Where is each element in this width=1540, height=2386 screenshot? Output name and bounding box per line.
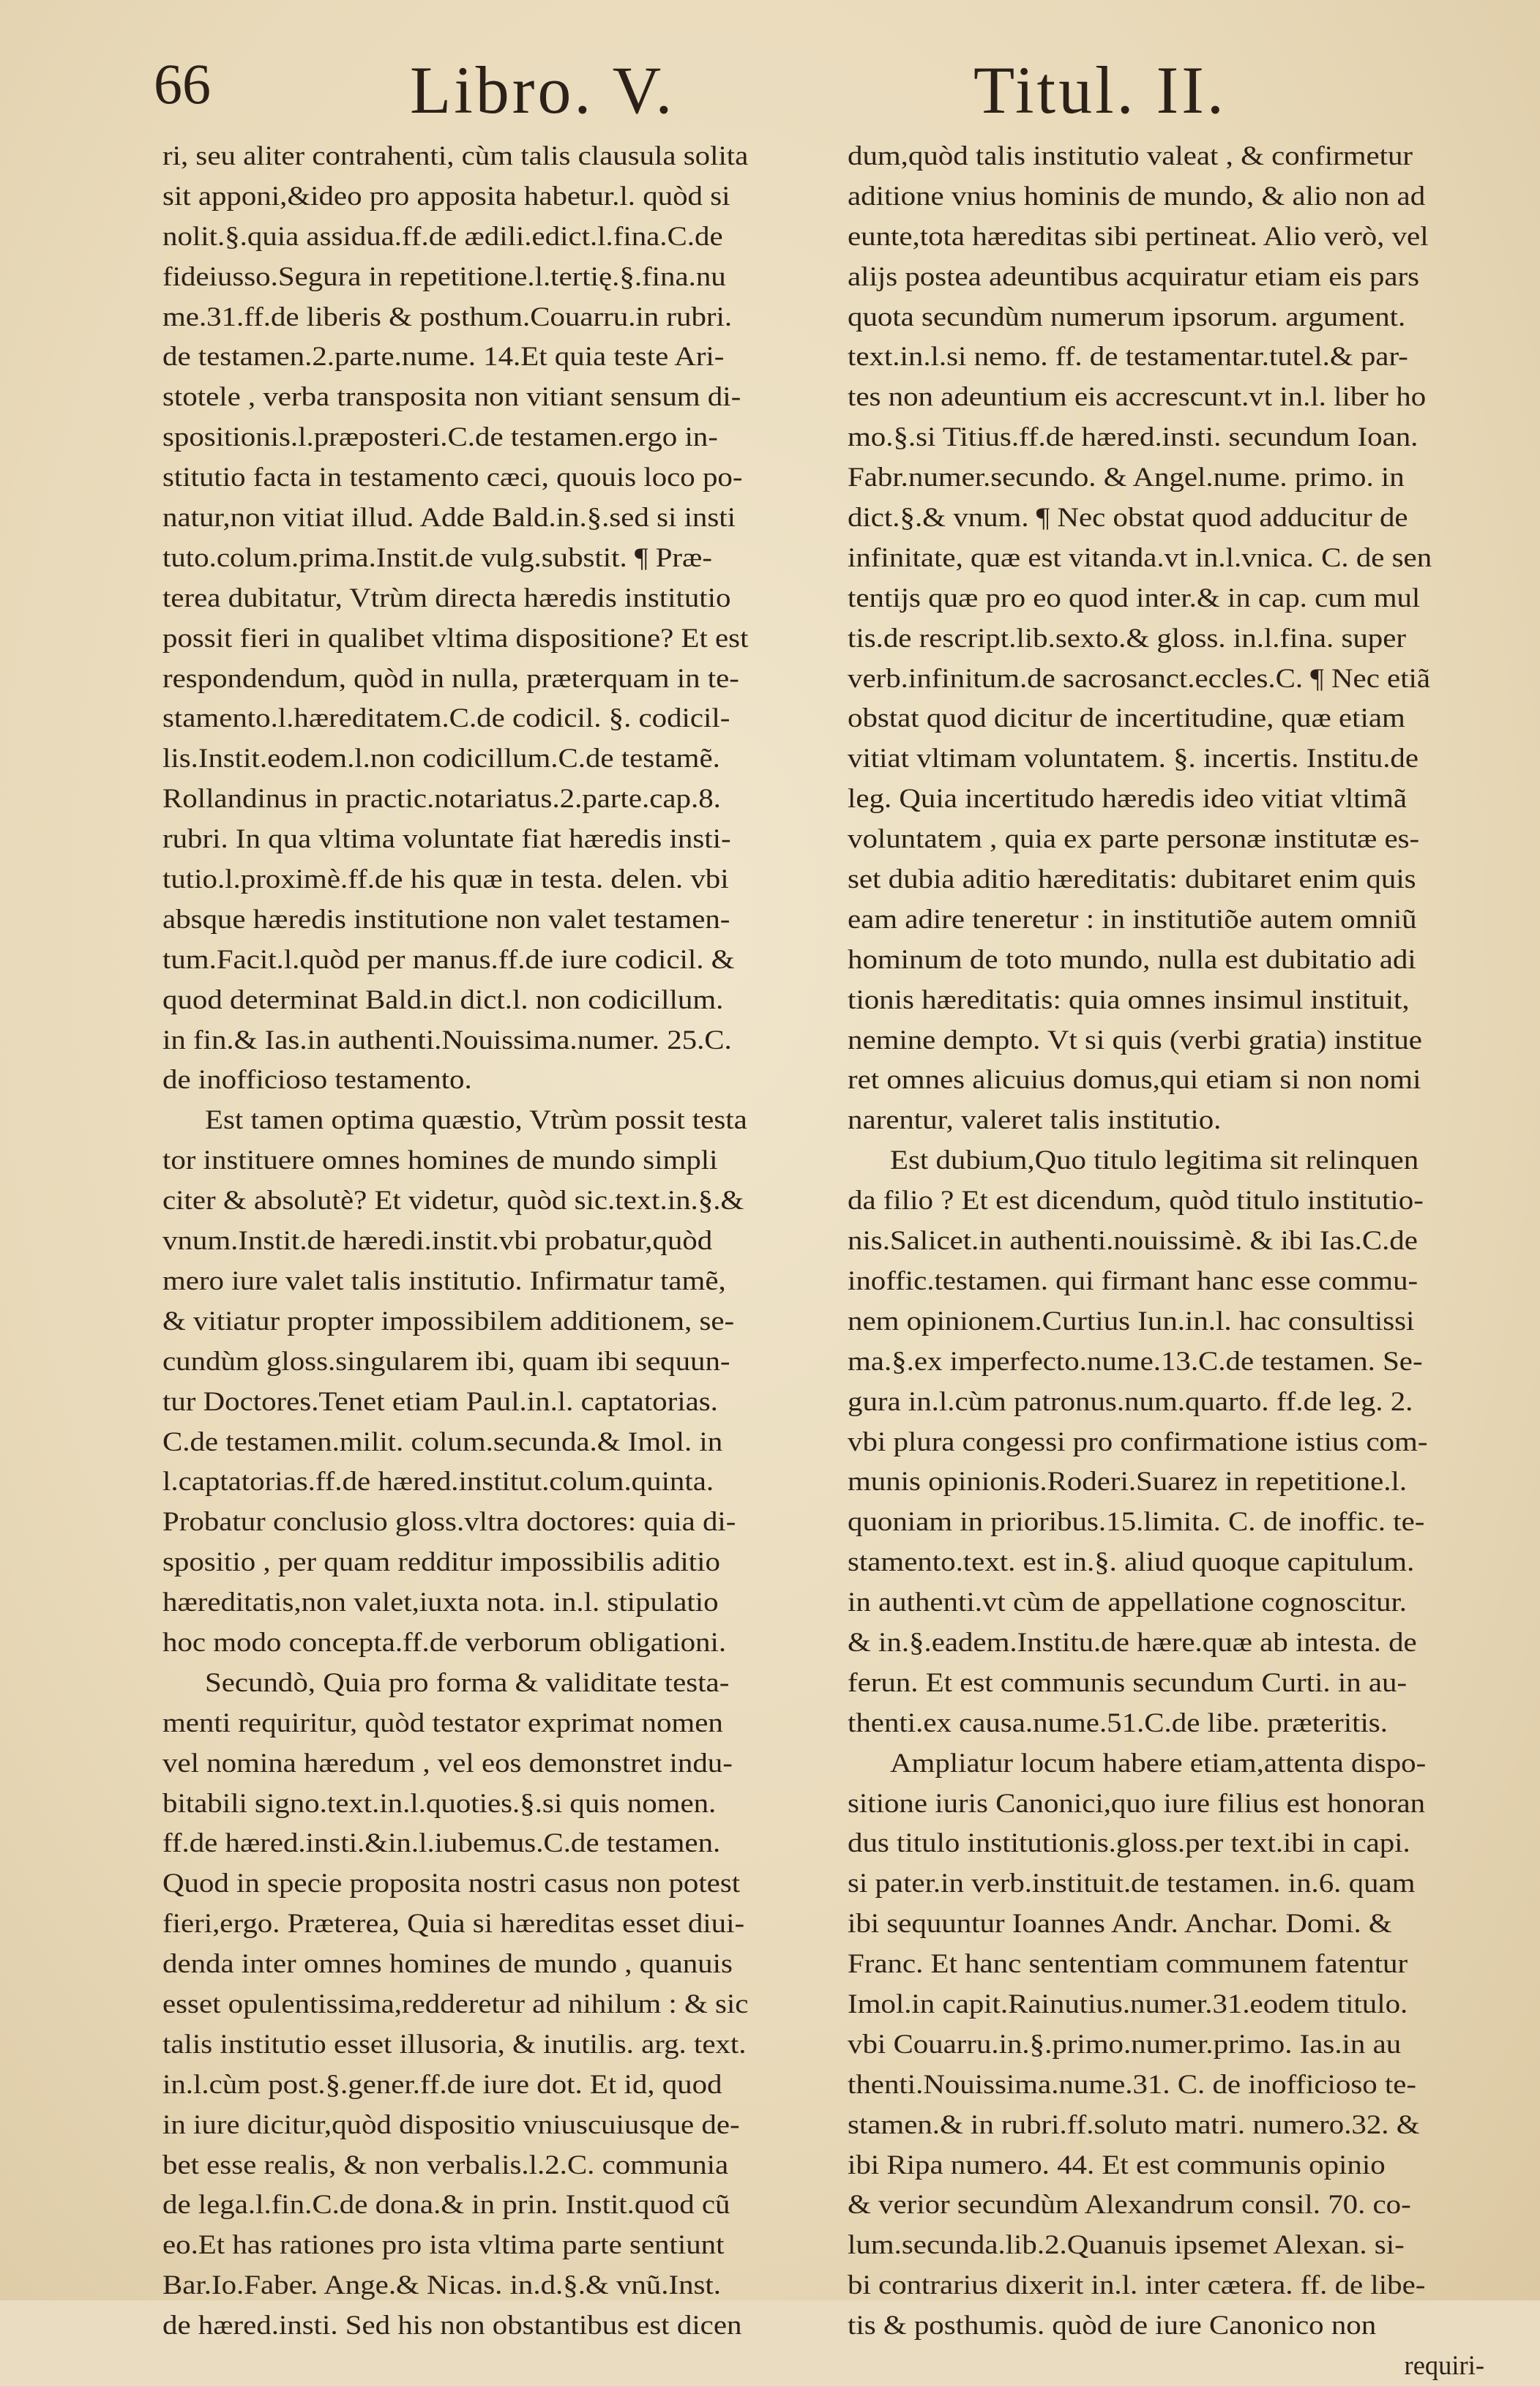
text-line: C.de testamen.milit. colum.secunda.& Imol. in — [162, 1426, 723, 1456]
text-line: in.l.cùm post.§.gener.ff.de iure dot. Et id, quod — [162, 2068, 722, 2099]
text-line: quota secundùm numerum ipsorum. argument. — [848, 301, 1406, 332]
text-line: Ampliatur locum habere etiam,attenta dispo- — [890, 1747, 1427, 1778]
text-line: eam adire teneretur : in institutiõe autem omniũ — [848, 903, 1417, 934]
text-line: bi contrarius dixerit in.l. inter cætera. ff. de libe- — [848, 2270, 1426, 2300]
text-line: stamento.text. est in.§. aliud quoque capitulum. — [848, 1547, 1415, 1577]
text-line: obstat quod dicitur de incertitudine, quæ etiam — [848, 703, 1405, 733]
text-line: leg. Quia incertitudo hæredis ideo vitiat vltimã — [848, 783, 1408, 814]
text-line: absque hæredis institutione non valet testamen- — [162, 903, 730, 934]
text-line: mo.§.si Titius.ff.de hæred.insti. secundum Ioan. — [848, 422, 1418, 452]
text-line: de hæred.insti. Sed his non obstantibus est dicen — [162, 2310, 742, 2341]
text-line: cundùm gloss.singularem ibi, quam ibi sequun- — [162, 1345, 730, 1376]
text-line: ibi sequuntur Ioannes Andr. Anchar. Domi. & — [848, 1908, 1392, 1939]
text-line: hominum de toto mundo, nulla est dubitatio adi — [848, 943, 1416, 974]
text-line: hæreditatis,non valet,iuxta nota. in.l. stipulatio — [162, 1587, 719, 1618]
text-line: dus titulo institutionis.gloss.per text.ibi in capi. — [848, 1828, 1410, 1858]
running-title: Libro. V. — [410, 53, 676, 127]
catchword: requiri- — [1404, 2349, 1484, 2380]
text-line: vnum.Instit.de hæredi.instit.vbi probatur,quòd — [162, 1225, 713, 1256]
text-line: tutio.l.proximè.ff.de his quæ in testa. delen. vbi — [162, 864, 729, 894]
text-line: & in.§.eadem.Institu.de hære.quæ ab intesta. de — [848, 1626, 1417, 1657]
text-line: & verior secundùm Alexandrum consil. 70. co- — [848, 2189, 1411, 2220]
text-line: tis & posthumis. quòd de iure Canonico non — [848, 2310, 1377, 2341]
text-line: de lega.l.fin.C.de dona.& in prin. Instit.quod cũ — [162, 2189, 730, 2220]
text-line: ferun. Et est communis secundum Curti. in au- — [848, 1667, 1408, 1697]
text-line: hoc modo concepta.ff.de verborum obligationi. — [162, 1626, 727, 1657]
text-line: vitiat vltimam voluntatem. §. incertis. Institu.de — [848, 743, 1419, 774]
text-line: tionis hæreditatis: quia omnes insimul instituit, — [848, 984, 1410, 1014]
text-line: vbi plura congessi pro confirmatione istius com- — [848, 1426, 1428, 1456]
text-line: da filio ? Et est dicendum, quòd titulo institutio- — [848, 1185, 1424, 1216]
text-line: thenti.Nouissima.nume.31. C. de inofficioso te- — [848, 2068, 1416, 2099]
text-line: eunte,tota hæreditas sibi pertineat. Alio verò, vel — [848, 220, 1429, 251]
text-line: lis.Instit.eodem.l.non codicillum.C.de testamẽ. — [162, 743, 720, 774]
text-line: nolit.§.quia assidua.ff.de ædili.edict.l.fina.C.de — [162, 220, 723, 251]
text-line: stotele , verba transposita non vitiant sensum di- — [162, 381, 741, 412]
text-line: dict.§.& vnum. ¶ Nec obstat quod adducitur de — [848, 502, 1408, 533]
section-title: Titul. II. — [973, 53, 1227, 127]
text-line: nemine dempto. Vt si quis (verbi gratia) institue — [848, 1024, 1422, 1055]
text-line: rubri. In qua vltima voluntate fiat hæredis insti- — [162, 823, 731, 854]
text-line: stamen.& in rubri.ff.soluto matri. numero.32. & — [848, 2109, 1420, 2139]
text-line: tentijs quæ pro eo quod inter.& in cap. cum mul — [848, 582, 1421, 613]
text-line: voluntatem , quia ex parte personæ institutæ es- — [848, 823, 1420, 854]
text-line: aditione vnius hominis de mundo, & alio non ad — [848, 180, 1426, 211]
text-line: de inofficioso testamento. — [162, 1064, 472, 1095]
text-line: tis.de rescript.lib.sexto.& gloss. in.l.fina. super — [848, 622, 1406, 653]
text-line: tes non adeuntium eis accrescunt.vt in.l. liber ho — [848, 381, 1427, 412]
text-line: stamento.l.hæreditatem.C.de codicil. §. codicil- — [162, 703, 730, 733]
text-line: tuto.colum.prima.Instit.de vulg.substit. ¶ Præ- — [162, 542, 712, 572]
text-line: mero iure valet talis institutio. Infirmatur tamẽ, — [162, 1265, 726, 1295]
text-line: esset opulentissima,redderetur ad nihilum : & sic — [162, 1988, 749, 2019]
text-line: Est dubium,Quo titulo legitima sit relinquen — [890, 1145, 1419, 1175]
text-line: citer & absolutè? Et videtur, quòd sic.text.in.§.& — [162, 1185, 744, 1216]
text-line: de testamen.2.parte.nume. 14.Et quia teste Ari- — [162, 341, 725, 372]
text-line: inoffic.testamen. qui firmant hanc esse commu- — [848, 1265, 1418, 1295]
text-line: possit fieri in qualibet vltima dispositione? Et est — [162, 622, 749, 653]
text-line: in authenti.vt cùm de appellatione cognoscitur. — [848, 1587, 1408, 1618]
text-line: si pater.in verb.instituit.de testamen. in.6. quam — [848, 1868, 1416, 1899]
text-line: dum,quòd talis institutio valeat , & confirmetur — [848, 141, 1413, 171]
text-line: me.31.ff.de liberis & posthum.Couarru.in rubri. — [162, 301, 733, 332]
text-line: l.captatorias.ff.de hæred.institut.colum.quinta. — [162, 1466, 714, 1497]
page-header — [154, 51, 1391, 132]
text-line: talis institutio esset illusoria, & inutilis. arg. text. — [162, 2028, 747, 2059]
text-line: Est tamen optima quæstio, Vtrùm possit testa — [205, 1104, 747, 1135]
text-line: denda inter omnes homines de mundo , quanuis — [162, 1948, 733, 1979]
text-line: tur Doctores.Tenet etiam Paul.in.l. captatorias. — [162, 1385, 718, 1416]
text-line: Quod in specie proposita nostri casus non potest — [162, 1868, 741, 1899]
text-line: munis opinionis.Roderi.Suarez in repetitione.l. — [848, 1466, 1408, 1497]
text-line: text.in.l.si nemo. ff. de testamentar.tutel.& par- — [848, 341, 1408, 372]
text-line: sit apponi,&ideo pro apposita habetur.l. quòd si — [162, 180, 730, 211]
text-line: stitutio facta in testamento cæci, quouis loco po- — [162, 462, 743, 493]
text-line: fieri,ergo. Præterea, Quia si hæreditas esset diui- — [162, 1908, 745, 1939]
text-line: menti requiritur, quòd testator exprimat nomen — [162, 1707, 723, 1738]
text-line: ma.§.ex imperfecto.nume.13.C.de testamen. Se- — [848, 1345, 1423, 1376]
text-line: set dubia aditio hæreditatis: dubitaret enim quis — [848, 864, 1416, 894]
text-line: Secundò, Quia pro forma & validitate testa- — [205, 1667, 730, 1697]
text-line: narentur, valeret talis institutio. — [848, 1104, 1222, 1135]
folio-number: 66 — [154, 52, 211, 116]
text-line: Probatur conclusio gloss.vltra doctores: quia di- — [162, 1506, 736, 1537]
text-line: natur,non vitiat illud. Adde Bald.in.§.sed si insti — [162, 502, 736, 533]
text-line: terea dubitatur, Vtrùm directa hæredis institutio — [162, 582, 731, 613]
text-line: spositio , per quam redditur impossibilis aditio — [162, 1547, 720, 1577]
text-line: quoniam in prioribus.15.limita. C. de inoffic. te- — [848, 1506, 1425, 1537]
text-line: Fabr.numer.secundo. & Angel.nume. primo. in — [848, 462, 1405, 493]
text-line: bitabili signo.text.in.l.quoties.§.si quis nomen. — [162, 1787, 717, 1818]
text-line: lum.secunda.lib.2.Quanuis ipsemet Alexan. si- — [848, 2229, 1405, 2260]
text-line: Imol.in capit.Rainutius.numer.31.eodem titulo. — [848, 1988, 1408, 2019]
text-line: quod determinat Bald.in dict.l. non codicillum. — [162, 984, 724, 1014]
text-line: in fin.& Ias.in authenti.Nouissima.numer. 25.C. — [162, 1024, 732, 1055]
text-line: eo.Et has rationes pro ista vltima parte sentiunt — [162, 2229, 725, 2260]
text-line: & vitiatur propter impossibilem additionem, se- — [162, 1305, 735, 1336]
text-line: ibi Ripa numero. 44. Et est communis opinio — [848, 2149, 1386, 2180]
text-line: vel nomina hæredum , vel eos demonstret indu- — [162, 1747, 733, 1778]
text-line: respondendum, quòd in nulla, præterquam in te- — [162, 662, 739, 693]
text-line: nis.Salicet.in authenti.nouissimè. & ibi Ias.C.de — [848, 1225, 1418, 1256]
text-line: infinitate, quæ est vitanda.vt in.l.vnica. C. de sen — [848, 542, 1432, 572]
text-line: ret omnes alicuius domus,qui etiam si non nomi — [848, 1064, 1421, 1095]
right-text-column — [848, 136, 1484, 2386]
text-line: Franc. Et hanc sententiam communem fatentur — [848, 1948, 1408, 1979]
text-line: spositionis.l.præposteri.C.de testamen.ergo in- — [162, 422, 718, 452]
text-line: vbi Couarru.in.§.primo.numer.primo. Ias.in au — [848, 2028, 1402, 2059]
text-line: bet esse realis, & non verbalis.l.2.C. communia — [162, 2149, 729, 2180]
text-line: nem opinionem.Curtius Iun.in.l. hac consultissi — [848, 1305, 1415, 1336]
text-line: tor instituere omnes homines de mundo simpli — [162, 1145, 718, 1175]
text-line: tum.Facit.l.quòd per manus.ff.de iure codicil. & — [162, 943, 735, 974]
text-line: verb.infinitum.de sacrosanct.eccles.C. ¶ Nec etiã — [848, 662, 1431, 693]
text-line: thenti.ex causa.nume.51.C.de libe. præteritis. — [848, 1707, 1388, 1738]
text-line: alijs postea adeuntibus acquiratur etiam eis pars — [848, 261, 1420, 291]
text-line: ri, seu aliter contrahenti, cùm talis clausula solita — [162, 141, 749, 171]
text-line: gura in.l.cùm patronus.num.quarto. ff.de leg. 2. — [848, 1385, 1413, 1416]
text-line: fideiusso.Segura in repetitione.l.tertię.§.fina.nu — [162, 261, 726, 291]
left-text-column — [162, 136, 799, 2346]
text-line: Rollandinus in practic.notariatus.2.parte.cap.8. — [162, 783, 721, 814]
text-line: ff.de hæred.insti.&in.l.iubemus.C.de testamen. — [162, 1828, 721, 1858]
text-line: Bar.Io.Faber. Ange.& Nicas. in.d.§.& vnũ.Inst. — [162, 2270, 722, 2300]
text-line: sitione iuris Canonici,quo iure filius est honoran — [848, 1787, 1426, 1818]
text-line: in iure dicitur,quòd dispositio vniuscuiusque de- — [162, 2109, 740, 2139]
